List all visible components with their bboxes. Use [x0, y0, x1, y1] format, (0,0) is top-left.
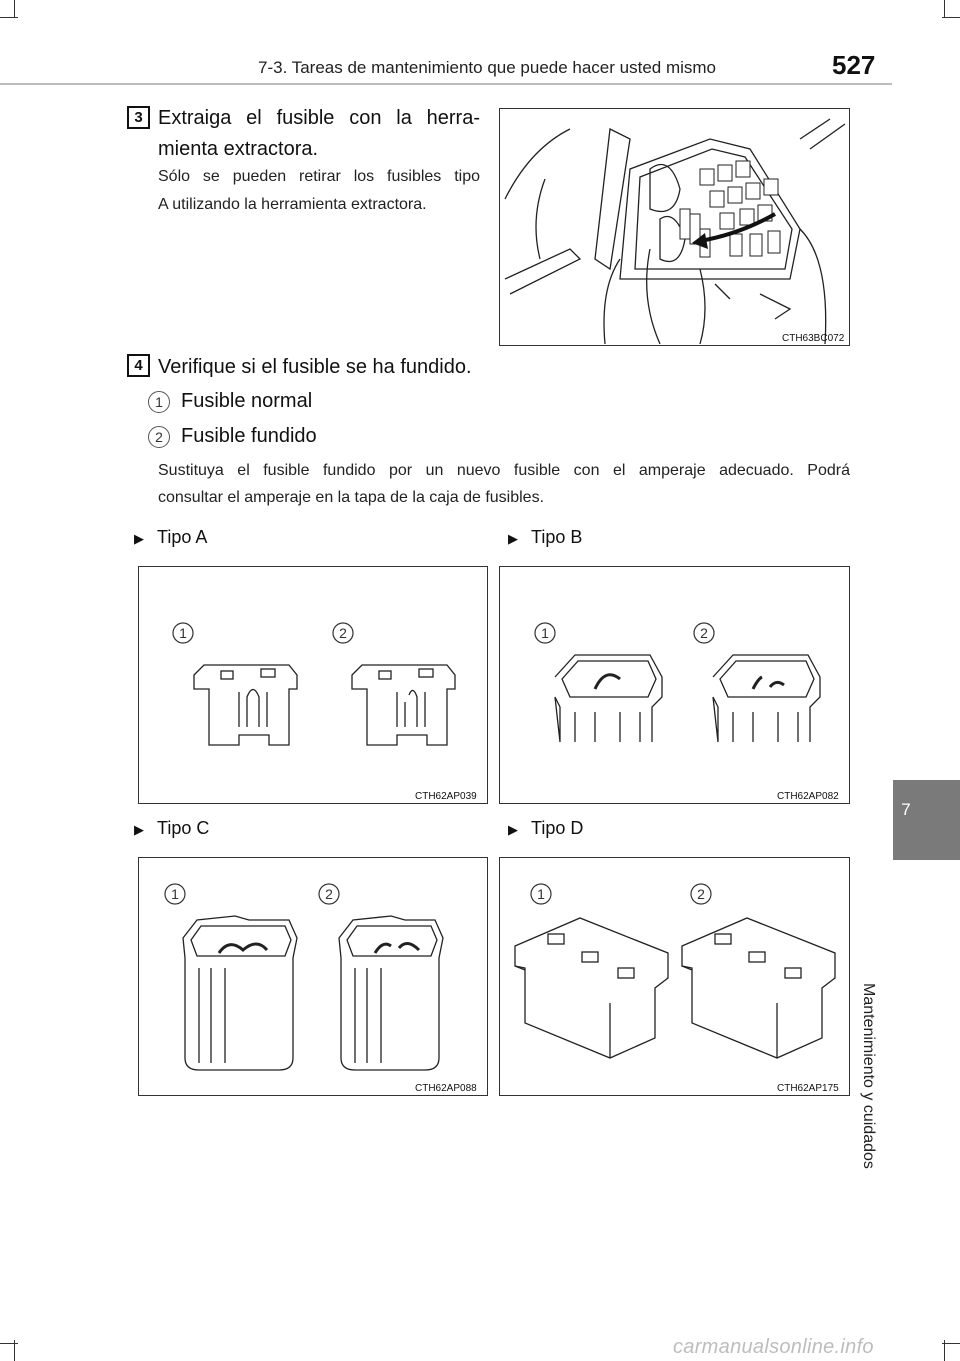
marker-circle-1: 1 [148, 391, 170, 413]
normal-fuse-icon [183, 916, 297, 1070]
type-a-label: Tipo A [157, 527, 208, 547]
crop-mark [942, 1343, 960, 1344]
normal-fuse-icon [194, 665, 297, 745]
figure-type-a [138, 566, 488, 804]
blown-fuse-icon [352, 665, 455, 745]
fuse-box-illustration [500, 109, 849, 345]
item-label-normal-fuse: Fusible normal [181, 390, 313, 412]
bullet-triangle-icon: ▶ [134, 822, 144, 837]
crop-mark [0, 1343, 18, 1344]
step-4-note-line2: consultar el amperaje en la tapa de la caja de fusibles. [158, 489, 545, 506]
marker-1: 1 [179, 625, 187, 641]
header-divider [0, 83, 892, 85]
marker-2: 2 [325, 886, 333, 902]
marker-2: 2 [339, 625, 347, 641]
marker-2: 2 [700, 625, 708, 641]
chapter-label: Mantenimiento y cuidados [860, 983, 877, 1169]
marker-1: 1 [171, 886, 179, 902]
bullet-triangle-icon: ▶ [508, 531, 518, 546]
step-3-title-line2: mienta extractora. [158, 138, 319, 160]
figure-code: CTH62AP088 [415, 1083, 477, 1094]
step-badge-3: 3 [127, 106, 150, 129]
type-c-label: Tipo C [157, 818, 210, 838]
bullet-triangle-icon: ▶ [508, 822, 518, 837]
figure-fuse-removal [499, 108, 850, 346]
section-title: 7-3. Tareas de mantenimiento que puede hacer usted mismo [258, 58, 717, 77]
figure-type-c [138, 857, 488, 1096]
crop-mark [0, 17, 18, 18]
figure-code: CTH62AP039 [415, 791, 477, 802]
page-number: 527 [832, 50, 876, 80]
figure-type-d [499, 857, 850, 1096]
blown-fuse-icon [682, 918, 835, 1058]
marker-1: 1 [537, 886, 545, 902]
marker-1: 1 [541, 625, 549, 641]
watermark: carmanualsonline.info [673, 1336, 874, 1358]
normal-fuse-icon [515, 918, 668, 1058]
item-label-blown-fuse: Fusible fundido [181, 425, 317, 447]
step-4-title: Verifique si el fusible se ha fundido. [158, 356, 472, 378]
crop-mark [14, 0, 15, 18]
step-3-note-line2: A utilizando la herramienta extractora. [158, 196, 427, 213]
marker-circle-2: 2 [148, 426, 170, 448]
blown-fuse-icon [713, 655, 820, 742]
blown-fuse-icon [339, 916, 443, 1070]
figure-code: CTH63BC072 [782, 333, 845, 344]
chapter-number: 7 [901, 800, 911, 819]
crop-mark [944, 0, 945, 18]
type-b-label: Tipo B [531, 527, 583, 547]
bullet-triangle-icon: ▶ [134, 531, 144, 546]
step-badge-4: 4 [127, 354, 150, 377]
step-3-title-line1: Extraiga el fusible con la herra- [158, 107, 480, 129]
step-3-note-line1: Sólo se pueden retirar los fusibles tipo [158, 168, 480, 185]
step-4-note-line1: Sustituya el fusible fundido por un nuevo fusible con el amperaje adecuado. Podrá [158, 462, 850, 479]
figure-code: CTH62AP175 [777, 1083, 839, 1094]
crop-mark [942, 17, 960, 18]
chapter-tab [893, 780, 960, 860]
figure-type-b [499, 566, 850, 804]
normal-fuse-icon [555, 655, 662, 742]
type-d-label: Tipo D [531, 818, 584, 838]
figure-code: CTH62AP082 [777, 791, 839, 802]
marker-2: 2 [697, 886, 705, 902]
